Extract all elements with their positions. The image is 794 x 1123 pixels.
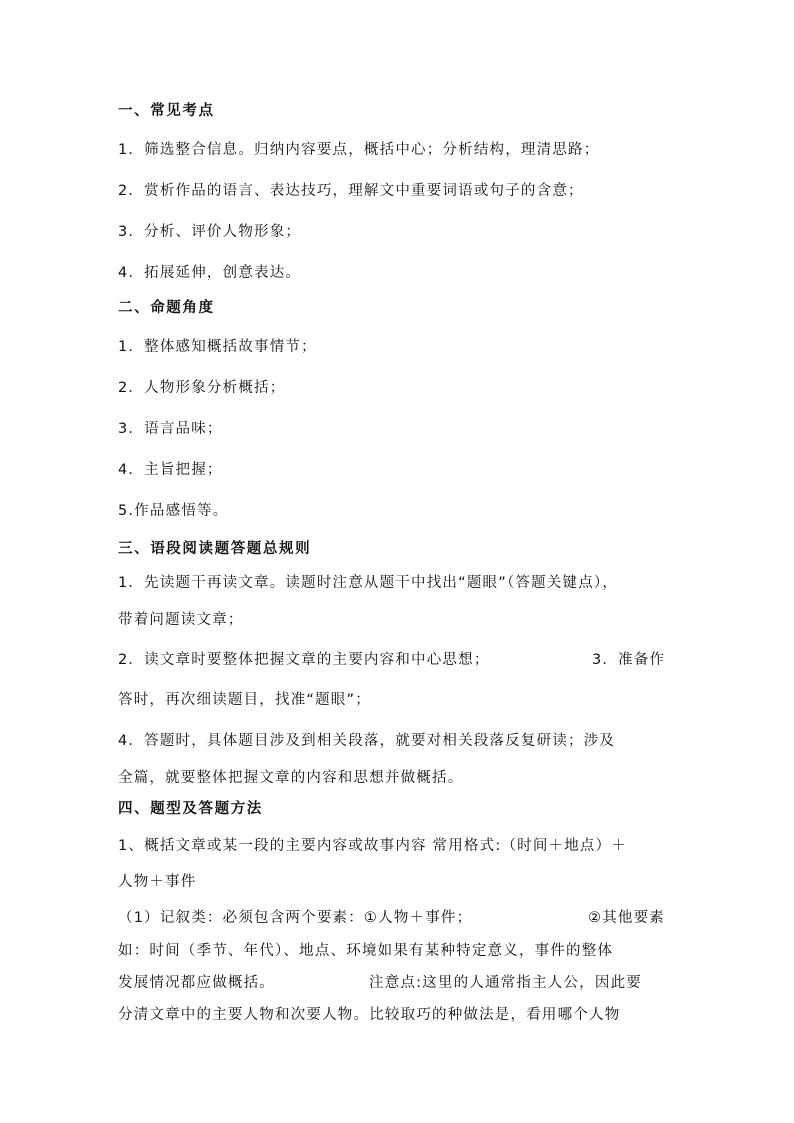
paragraph-line: 如：时间（季节、年代）、地点、环境如果有某种特定意义，事件的整体 <box>118 943 614 959</box>
list-item: 5.作品感悟等。 <box>118 503 229 519</box>
paragraph-line: 全篇，就要整体把握文章的内容和思想并做概括。 <box>118 770 464 786</box>
heading-question-types: 四、题型及答题方法 <box>118 801 263 817</box>
paragraph-line: 注意点:这里的人通常指主人公，因此要 <box>369 975 642 991</box>
paragraph-line: 1．先读题干再读文章。读题时注意从题干中找出“题眼”（答题关键点）， <box>118 575 619 591</box>
list-item: 4．拓展延伸，创意表达。 <box>118 265 302 281</box>
heading-question-angles: 二、命题角度 <box>118 300 215 316</box>
paragraph-line: 2．读文章时要整体把握文章的主要内容和中心思想； <box>118 652 490 668</box>
paragraph-line: 发展情况都应做概括。 <box>118 975 275 991</box>
paragraph-line: 分清文章中的主要人物和次要人物。比较取巧的种做法是，看用哪个人物 <box>118 1007 621 1023</box>
paragraph-line: 答时，再次细读题目，找准“题眼”； <box>118 692 371 708</box>
paragraph-line: 1、概括文章或某一段的主要内容或故事内容 常用格式:（时间＋地点）＋ <box>118 838 628 854</box>
paragraph-line: ②其他要素 <box>588 910 665 926</box>
list-item: 2．赏析作品的语言、表达技巧，理解文中重要词语或句子的含意； <box>118 183 584 199</box>
paragraph-line: （1）记叙类：必须包含两个要素：①人物＋事件； <box>118 910 473 926</box>
paragraph-line: 4．答题时，具体题目涉及到相关段落，就要对相关段落反复研读；涉及 <box>118 733 616 749</box>
list-item: 3．分析、评价人物形象； <box>118 224 302 240</box>
list-item: 2．人物形象分析概括； <box>118 380 286 396</box>
heading-common-points: 一、常见考点 <box>118 103 215 119</box>
list-item: 4．主旨把握； <box>118 462 223 478</box>
heading-general-rules: 三、语段阅读题答题总规则 <box>118 541 312 557</box>
paragraph-line: 3．准备作 <box>592 652 666 668</box>
paragraph-line: 带着问题读文章； <box>118 612 244 628</box>
list-item: 1．整体感知概括故事情节； <box>118 339 317 355</box>
list-item: 1．筛选整合信息。归纳内容要点，概括中心；分析结构，理清思路； <box>118 142 600 158</box>
list-item: 3．语言品味； <box>118 421 223 437</box>
paragraph-line: 人物＋事件 <box>118 874 197 890</box>
